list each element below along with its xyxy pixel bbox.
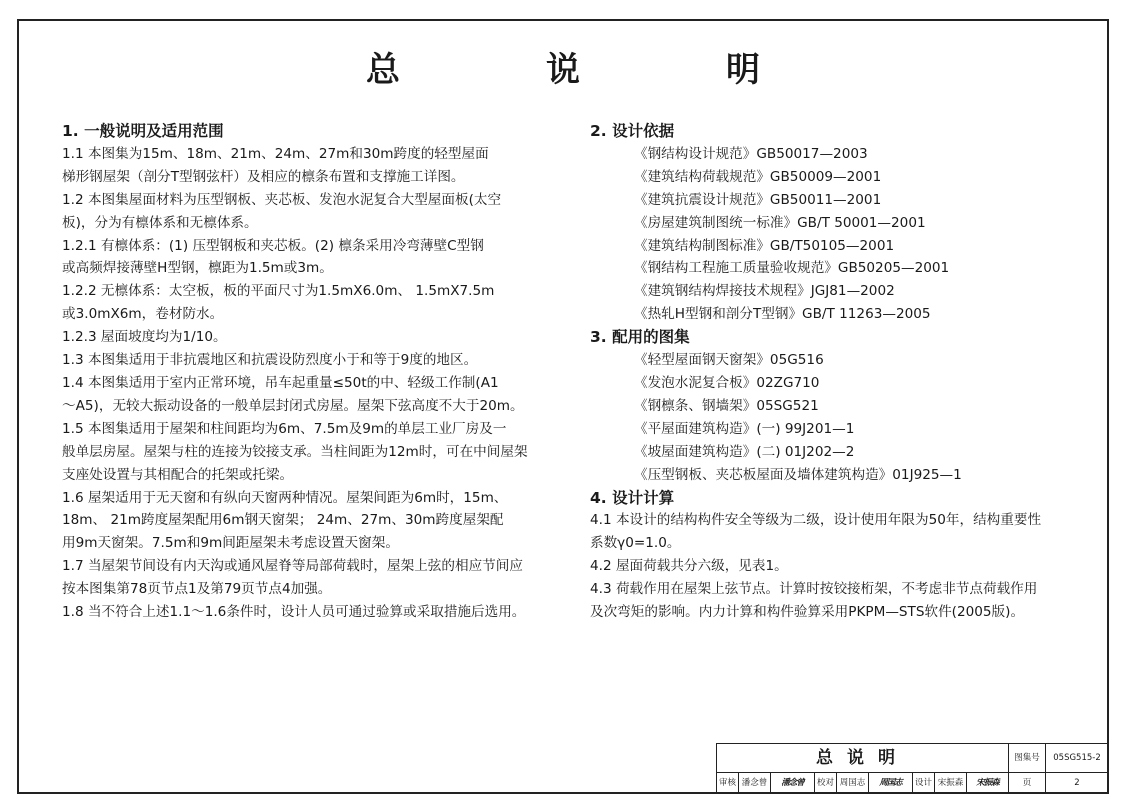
reference-item: 《热轧H型钢和剖分T型钢》GB/T 11263—2005 [634,306,931,323]
text-line: 板)，分为有檩体系和无檩体系。 [62,214,258,231]
text-line: 般单层房屋。屋架与柱的连接为铰接支承。当柱间距为12m时，可在中间屋架 [62,443,528,460]
section-heading: 1. 一般说明及适用范围 [62,122,224,140]
section-heading: 4. 设计计算 [590,488,675,507]
reference-item: 《轻型屋面钢天窗架》05G516 [634,352,824,369]
text-line: 梯形钢屋架（剖分T型钢弦杆）及相应的檩条布置和支撑施工详图。 [62,168,465,185]
design-label: 设计 [913,773,935,793]
reference-item: 《建筑结构制图标准》GB/T50105—2001 [634,237,895,254]
title-char: 总 [366,50,400,90]
reference-item: 《建筑抗震设计规范》GB50011—2001 [634,191,882,208]
review-name: 潘念曾 [739,773,771,793]
title-char: 明 [726,50,760,90]
reference-item: 《建筑结构荷载规范》GB50009—2001 [634,168,882,185]
review-label: 审核 [717,773,739,793]
text-line: ～A5)，无较大振动设备的一般单层封闭式房屋。屋架下弦高度不大于20m。 [62,397,524,414]
text-line: 及次弯矩的影响。内力计算和构件验算采用PKPM—STS软件(2005版)。 [590,604,1025,621]
design-signature: 宋振森 [967,773,1009,793]
reference-item: 《钢结构工程施工质量验收规范》GB50205—2001 [634,260,950,277]
check-label: 校对 [815,773,837,793]
text-line: 18m、 21m跨度屋架配用6m钢天窗架； 24m、27m、30m跨度屋架配 [62,512,504,529]
text-line: 1.5 本图集适用于屋架和柱间距均为6m、7.5m及9m的单层工业厂房及一 [62,420,507,437]
page-number: 2 [1074,778,1080,788]
reference-item: 《坡屋面建筑构造》(二) 01J202—2 [634,443,855,460]
signature-row [717,773,1108,793]
text-line: 4.1 本设计的结构构件安全等级为二级，设计使用年限为50年，结构重要性 [590,512,1042,529]
text-line: 4.3 荷载作用在屋架上弦节点。计算时按铰接桁架，不考虑非节点荷载作用 [590,581,1038,598]
text-line: 1.2.1 有檩体系：(1) 压型钢板和夹芯板。(2) 檩条采用冷弯薄壁C型钢 [62,237,484,254]
text-line: 1.2 本图集屋面材料为压型钢板、夹芯板、发泡水泥复合大型屋面板(太空 [62,191,502,208]
reference-item: 《建筑钢结构焊接技术规程》JGJ81—2002 [634,283,895,300]
reference-item: 《平屋面建筑构造》(一) 99J201—1 [634,420,855,437]
check-signature: 周国志 [869,773,913,793]
reference-item: 《房屋建筑制图统一标准》GB/T 50001—2001 [634,214,926,231]
section-heading: 2. 设计依据 [590,122,675,140]
text-line: 1.8 当不符合上述1.1～1.6条件时，设计人员可通过验算或采取措施后选用。 [62,604,526,621]
atlas-number: 05SG515-2 [1046,744,1108,773]
check-name: 周国志 [837,773,869,793]
text-line: 1.6 屋架适用于无天窗和有纵向天窗两种情况。屋架间距为6m时，15m、 [62,489,508,506]
design-name: 宋振森 [935,773,967,793]
text-line: 1.2.2 无檩体系：太空板，板的平面尺寸为1.5mX6.0m、 1.5mX7.5m [62,283,495,300]
title-block [716,743,1107,792]
text-line: 支座处设置与其相配合的托架或托梁。 [62,466,294,483]
text-line: 1.1 本图集为15m、18m、21m、24m、27m和30m跨度的轻型屋面 [62,145,489,162]
section-heading: 3. 配用的图集 [590,328,690,347]
atlas-number-label: 图集号 [1009,744,1046,773]
text-line: 1.2.3 屋面坡度均为1/10。 [62,329,227,346]
text-line: 1.4 本图集适用于室内正常环境，吊车起重量≤50t的中、轻级工作制(A1 [62,374,499,391]
text-line: 或3.0mX6m，卷材防水。 [62,306,224,323]
text-line: 1.3 本图集适用于非抗震地区和抗震设防烈度小于和等于9度的地区。 [62,352,478,369]
text-line: 4.2 屋面荷载共分六级，见表1。 [590,558,788,575]
reference-item: 《压型钢板、夹芯板屋面及墙体建筑构造》01J925—1 [634,466,962,483]
title-block-name: 总说明 [717,744,1009,773]
text-line: 或高频焊接薄壁H型钢，檩距为1.5m或3m。 [62,260,333,277]
right-column [590,120,1070,624]
left-column [62,120,542,624]
page-label: 页 [1009,773,1046,793]
reference-item: 《发泡水泥复合板》02ZG710 [634,374,820,391]
title-char: 说 [546,50,580,90]
reference-item: 《钢结构设计规范》GB50017—2003 [634,145,868,162]
text-line: 按本图集第78页节点1及第79页节点4加强。 [62,581,332,598]
review-signature: 潘念曾 [771,773,815,793]
reference-item: 《钢檩条、钢墙架》05SG521 [634,397,819,414]
page-title [0,42,1126,91]
text-line: 用9m天窗架。7.5m和9m间距屋架未考虑设置天窗架。 [62,535,399,552]
text-line: 1.7 当屋架节间设有内天沟或通风屋脊等局部荷载时，屋架上弦的相应节间应 [62,558,523,575]
text-line: 系数γ0=1.0。 [590,535,681,552]
